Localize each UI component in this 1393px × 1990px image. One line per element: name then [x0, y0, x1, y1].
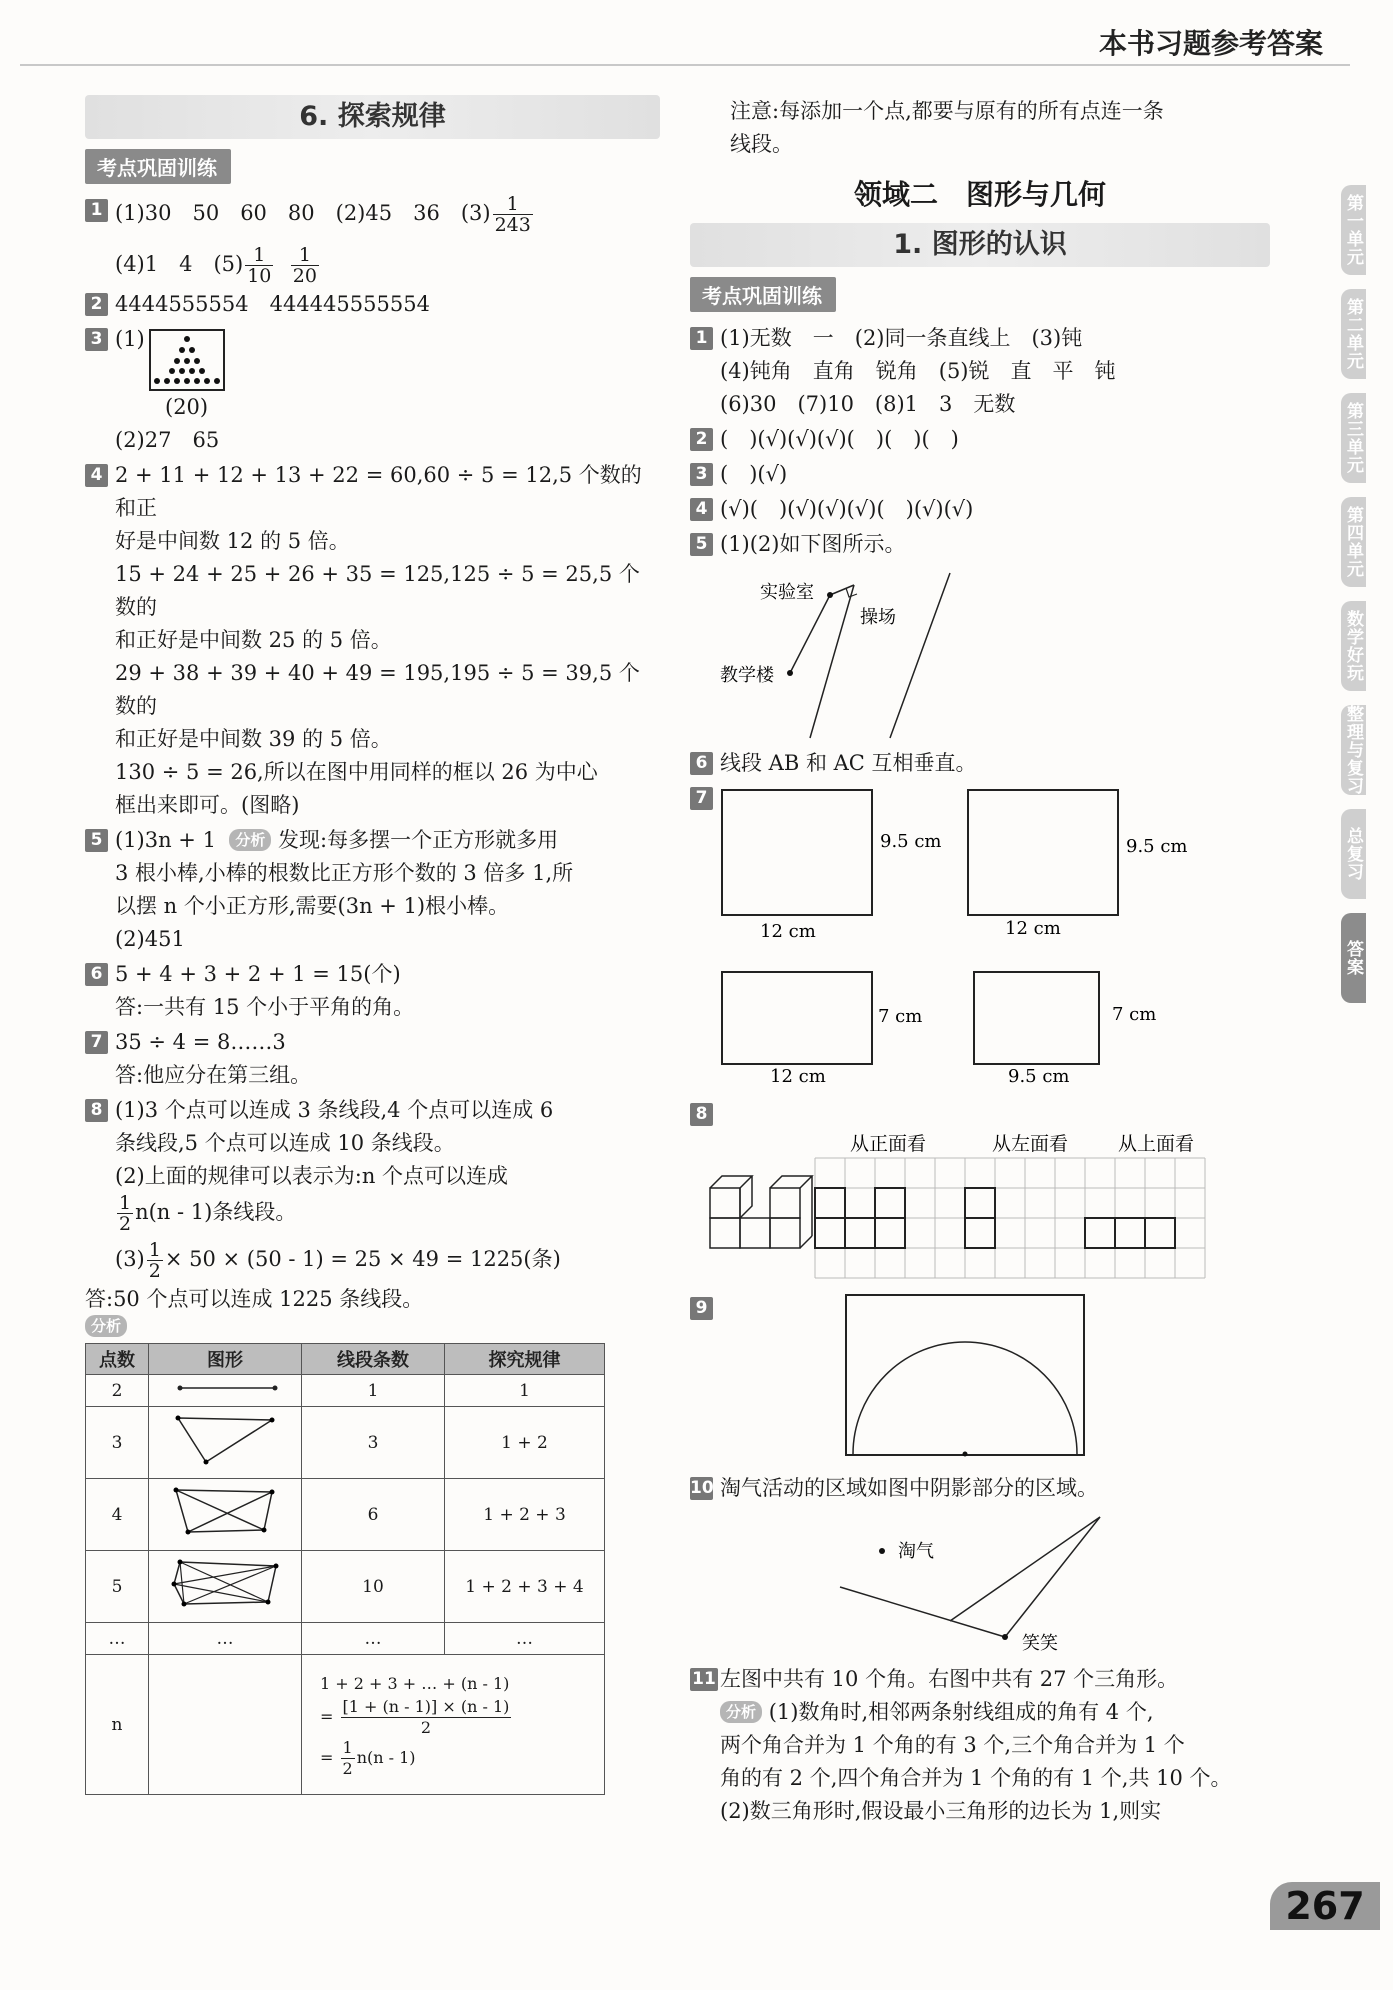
- denominator: 243: [494, 214, 531, 236]
- answer-line: (6)30 (7)10 (8)1 3 无数: [720, 392, 1016, 416]
- fraction: [341, 1697, 512, 1738]
- answer-text: 线段 AB 和 AC 互相垂直。: [720, 751, 977, 775]
- table-header: 图形: [149, 1344, 302, 1375]
- table-cell: [149, 1479, 302, 1551]
- table-cell: …: [302, 1623, 445, 1655]
- answer-line: 3 根小棒,小棒的根数比正方形个数的 3 倍多 1,所: [115, 861, 574, 885]
- dimension-label: 12 cm: [770, 1066, 826, 1087]
- answer-text: × 50 × (50 - 1) = 25 × 49 = 1225(条): [164, 1247, 561, 1271]
- tab-math-fun[interactable]: 数学好玩: [1341, 601, 1366, 691]
- table-cell: 10: [302, 1551, 445, 1623]
- analysis-badge: 分析: [85, 1315, 127, 1337]
- running-title: 本书习题参考答案: [1098, 27, 1323, 60]
- table-cell: …: [86, 1623, 149, 1655]
- question-number: 1: [85, 199, 108, 222]
- tab-unit-3[interactable]: 第三单元: [1341, 393, 1366, 483]
- fraction: [147, 1240, 163, 1281]
- activity-region-figure: [840, 1507, 1200, 1657]
- question-9-right: [690, 1292, 1270, 1462]
- question-number: 8: [690, 1103, 713, 1126]
- domain-title: 领域二 图形与几何: [853, 178, 1106, 211]
- answer-line: [720, 1696, 1270, 1729]
- question-4-left: [85, 459, 660, 822]
- answer-text: (3): [115, 1247, 145, 1271]
- answer-text: n(n - 1)条线段。: [135, 1200, 297, 1224]
- numerator: 1: [342, 1737, 353, 1757]
- answer-line: [115, 245, 660, 286]
- table-header: 点数: [86, 1344, 149, 1375]
- tab-unit-4[interactable]: 第四单元: [1341, 497, 1366, 587]
- question-8-left: [85, 1094, 660, 1281]
- dimension-label: 12 cm: [1005, 918, 1061, 939]
- answer-line: (1)3 个点可以连成 3 条线段,4 个点可以连成 6: [115, 1098, 554, 1122]
- question-number: 10: [690, 1478, 714, 1498]
- question-1-right: [690, 322, 1270, 421]
- answer-line: (2)451: [115, 927, 185, 951]
- table-cell: n: [86, 1655, 149, 1795]
- table-cell: 1 + 2 + 3 + 4: [445, 1551, 605, 1623]
- answer-line: (2)数三角形时,假设最小三角形的边长为 1,则实: [720, 1799, 1162, 1823]
- answer-text: (1)(2)如下图所示。: [720, 532, 906, 556]
- answer-text: (√)( )(√)(√)(√)( )(√)(√): [720, 497, 974, 521]
- answer-text: (2)27 65: [115, 428, 220, 452]
- answer-text: 淘气活动的区域如图中阴影部分的区域。: [720, 1476, 1098, 1500]
- table-row: [86, 1479, 605, 1551]
- table-cell: 1 + 2 + 3: [445, 1479, 605, 1551]
- pattern-table: [85, 1343, 605, 1795]
- denominator: 2: [420, 1717, 432, 1737]
- equals: =: [320, 1706, 334, 1726]
- table-cell: 3: [86, 1407, 149, 1479]
- table-header-row: [86, 1344, 605, 1375]
- three-point-figure: [160, 1410, 290, 1470]
- answer-line: 答:50 个点可以连成 1225 条线段。: [85, 1287, 424, 1311]
- table-cell: 6: [302, 1479, 445, 1551]
- answer-text: 4444555554 444445555554: [115, 292, 430, 316]
- fraction: [245, 245, 273, 286]
- fraction: [341, 1738, 355, 1779]
- formula-line: 1 + 2 + 3 + … + (n - 1): [320, 1673, 510, 1693]
- dimension-label: 7 cm: [1112, 1004, 1157, 1025]
- fraction: [117, 1193, 133, 1234]
- header-rule: [20, 64, 1350, 66]
- question-2-left: [85, 288, 660, 321]
- semicircle-figure: [845, 1294, 1105, 1464]
- perpendicular-figure: [720, 563, 1020, 743]
- question-6-left: [85, 958, 660, 1024]
- table-cell: [149, 1407, 302, 1479]
- practice-tag-right: 考点巩固训练: [690, 277, 836, 312]
- tab-final-review[interactable]: 总复习: [1341, 809, 1366, 899]
- section-title-right: 1. 图形的认识: [690, 223, 1270, 267]
- table-row: [86, 1407, 605, 1479]
- numerator: [1 + (n - 1)] × (n - 1): [342, 1696, 510, 1716]
- answer-line: 两个角合并为 1 个角的有 3 个,三个角合并为 1 个: [720, 1733, 1185, 1757]
- formula-line: [320, 1738, 603, 1779]
- numerator: 1: [148, 1239, 161, 1261]
- tab-unit-2[interactable]: 第二单元: [1341, 289, 1366, 379]
- note-line: 线段。: [730, 132, 793, 156]
- question-10-right: [690, 1472, 1270, 1505]
- numerator: 1: [493, 194, 533, 215]
- answer-line: 15 + 24 + 25 + 26 + 35 = 125,125 ÷ 5 = 25,5 个数的: [115, 562, 640, 619]
- answer-line: 左图中共有 10 个角。右图中共有 27 个三角形。: [720, 1667, 1179, 1691]
- question-number: 9: [690, 1297, 713, 1320]
- label-taoqi: 淘气: [898, 1541, 934, 1562]
- numerator: 1: [245, 245, 273, 266]
- answer-line: 条线段,5 个点可以连成 10 条线段。: [115, 1131, 455, 1155]
- table-row: [86, 1655, 605, 1795]
- answer-line: 和正好是中间数 39 的 5 倍。: [115, 727, 392, 751]
- formula-line: [320, 1697, 603, 1738]
- answer-text: 发现:每多摆一个正方形就多用: [278, 828, 559, 852]
- answer-line: 35 ÷ 4 = 8……3: [115, 1030, 286, 1054]
- label-xiaoxiao: 笑笑: [1022, 1633, 1058, 1654]
- question-5-right: [690, 528, 1270, 561]
- five-point-figure: [160, 1554, 290, 1614]
- table-cell: 1: [445, 1375, 605, 1407]
- answer-line: 5 + 4 + 3 + 2 + 1 = 15(个): [115, 962, 401, 986]
- tab-unit-1[interactable]: 第一单元: [1341, 185, 1366, 275]
- label-lab: 实验室: [760, 582, 814, 603]
- dimension-label: 12 cm: [760, 921, 816, 942]
- answer-text: (1)数角时,相邻两条射线组成的角有 4 个,: [768, 1700, 1154, 1724]
- answer-line: 和正好是中间数 25 的 5 倍。: [115, 628, 392, 652]
- answer-text: (4)1 4 (5): [115, 252, 244, 276]
- answer-text: ( )(√): [720, 462, 788, 486]
- tab-review[interactable]: 整理与复习: [1341, 705, 1366, 795]
- equals: =: [320, 1747, 334, 1767]
- question-4-right: [690, 493, 1270, 526]
- question-5-left: [85, 824, 660, 956]
- numerator: 1: [291, 245, 319, 266]
- answer-line: [115, 323, 660, 391]
- two-point-figure: [160, 1378, 290, 1398]
- table-cell-formula: [302, 1655, 605, 1795]
- question-number: 5: [85, 829, 108, 852]
- denominator: 2: [342, 1758, 353, 1778]
- table-cell: 5: [86, 1551, 149, 1623]
- answer-line: 2 + 11 + 12 + 13 + 22 = 60,60 ÷ 5 = 12,5 个数的和正: [115, 463, 642, 520]
- denominator: 2: [119, 1213, 132, 1235]
- question-number: 3: [690, 463, 713, 486]
- right-column: [690, 95, 1270, 1830]
- table-cell: …: [445, 1623, 605, 1655]
- dimension-label: 7 cm: [878, 1006, 923, 1027]
- question-number: 2: [690, 428, 713, 451]
- question-3-left: [85, 323, 660, 457]
- table-header: 线段条数: [302, 1344, 445, 1375]
- question-8-right: [690, 1098, 1270, 1278]
- table-row: [86, 1623, 605, 1655]
- dimension-label: 9.5 cm: [1126, 836, 1188, 857]
- numerator: 1: [119, 1192, 132, 1214]
- fraction: [291, 245, 319, 286]
- question-7-left: [85, 1026, 660, 1092]
- table-cell: 3: [302, 1407, 445, 1479]
- label-playground: 操场: [860, 607, 896, 628]
- answer-line: 答:一共有 15 个小于平角的角。: [115, 995, 415, 1019]
- question-6-right: [690, 747, 1270, 780]
- answer-text: n(n - 1): [356, 1747, 416, 1767]
- answer-text: (1)30 50 60 80 (2)45 36 (3): [115, 201, 491, 225]
- question-number: 5: [690, 533, 713, 556]
- table-cell: 1: [302, 1375, 445, 1407]
- denominator: 10: [247, 265, 272, 287]
- question-number: 8: [85, 1099, 108, 1122]
- practice-tag-left: 考点巩固训练: [85, 149, 231, 184]
- question-2-right: [690, 423, 1270, 456]
- table-cell: [149, 1655, 302, 1795]
- table-cell: 2: [86, 1375, 149, 1407]
- table-header: 探究规律: [445, 1344, 605, 1375]
- denominator: 2: [148, 1260, 161, 1282]
- section-title-left: 6. 探索规律: [85, 95, 660, 139]
- label-front-view: 从正面看: [850, 1133, 927, 1155]
- table-cell: 1 + 2: [445, 1407, 605, 1479]
- question-number: 4: [690, 498, 713, 521]
- answer-text: (1): [115, 327, 145, 351]
- question-number: 2: [85, 293, 108, 316]
- answer-text: ( )(√)(√)(√)( )( )( ): [720, 427, 959, 451]
- question-number: 3: [85, 328, 108, 351]
- dimension-label: 9.5 cm: [880, 831, 942, 852]
- answer-line: 好是中间数 12 的 5 倍。: [115, 529, 350, 553]
- question-number: 6: [85, 963, 108, 986]
- table-cell: [149, 1375, 302, 1407]
- question-3-right: [690, 458, 1270, 491]
- table-cell: [149, 1551, 302, 1623]
- analysis-badge: 分析: [720, 1701, 762, 1723]
- question-7-right: [690, 782, 1270, 1087]
- note-line: 注意:每添加一个点,都要与原有的所有点连一条: [730, 99, 1164, 123]
- question-number: 6: [690, 752, 713, 775]
- answer-line: 29 + 38 + 39 + 40 + 49 = 195,195 ÷ 5 = 39,5 个数的: [115, 661, 640, 718]
- label-top-view: 从上面看: [1118, 1133, 1195, 1155]
- label-teaching-building: 教学楼: [720, 665, 774, 686]
- answer-line: 以摆 n 个小正方形,需要(3n + 1)根小棒。: [115, 894, 510, 918]
- page-number: 267: [1270, 1882, 1380, 1930]
- question-11-right: [690, 1663, 1270, 1828]
- question-1-left: [85, 194, 660, 286]
- answer-line: [115, 1240, 660, 1281]
- answer-line: 角的有 2 个,四个角合并为 1 个角的有 1 个,共 10 个。: [720, 1766, 1232, 1790]
- label-left-view: 从左面看: [992, 1133, 1069, 1155]
- question-number: 7: [85, 1031, 108, 1054]
- answer-line: 框出来即可。(图略): [115, 793, 300, 817]
- table-row: [86, 1551, 605, 1623]
- chapter-tabs: [1341, 185, 1393, 1017]
- answer-line: (4)钝角 直角 锐角 (5)锐 直 平 钝: [720, 359, 1116, 383]
- dot-triangle-figure: [149, 329, 225, 391]
- question-number: 4: [85, 464, 108, 487]
- answer-line: [115, 1193, 660, 1234]
- question-number: 7: [690, 787, 713, 810]
- table-cell: …: [149, 1623, 302, 1655]
- question-number: 11: [690, 1668, 718, 1691]
- answer-line: (2)上面的规律可以表示为:n 个点可以连成: [115, 1164, 509, 1188]
- figure-caption: (20): [165, 395, 209, 419]
- denominator: 20: [292, 265, 317, 287]
- answer-line: 答:他应分在第三组。: [115, 1063, 312, 1087]
- tab-answers[interactable]: 答案: [1341, 913, 1366, 1003]
- answer-text: (1)3n + 1: [115, 828, 216, 852]
- dimension-label: 9.5 cm: [1008, 1066, 1070, 1087]
- four-point-figure: [160, 1482, 290, 1542]
- fraction: [493, 194, 533, 235]
- left-column: [85, 95, 660, 1795]
- views-figure: [690, 1098, 1210, 1278]
- rectangles-figure: [720, 782, 1188, 1087]
- analysis-badge: 分析: [229, 829, 271, 851]
- answer-line: 130 ÷ 5 = 26,所以在图中用同样的框以 26 为中心: [115, 760, 598, 784]
- table-row: [86, 1375, 605, 1407]
- answer-line: [115, 824, 660, 857]
- question-number: 1: [690, 327, 713, 350]
- answer-line: (1)无数 一 (2)同一条直线上 (3)钝: [720, 326, 1083, 350]
- note: [690, 95, 1270, 161]
- table-cell: 4: [86, 1479, 149, 1551]
